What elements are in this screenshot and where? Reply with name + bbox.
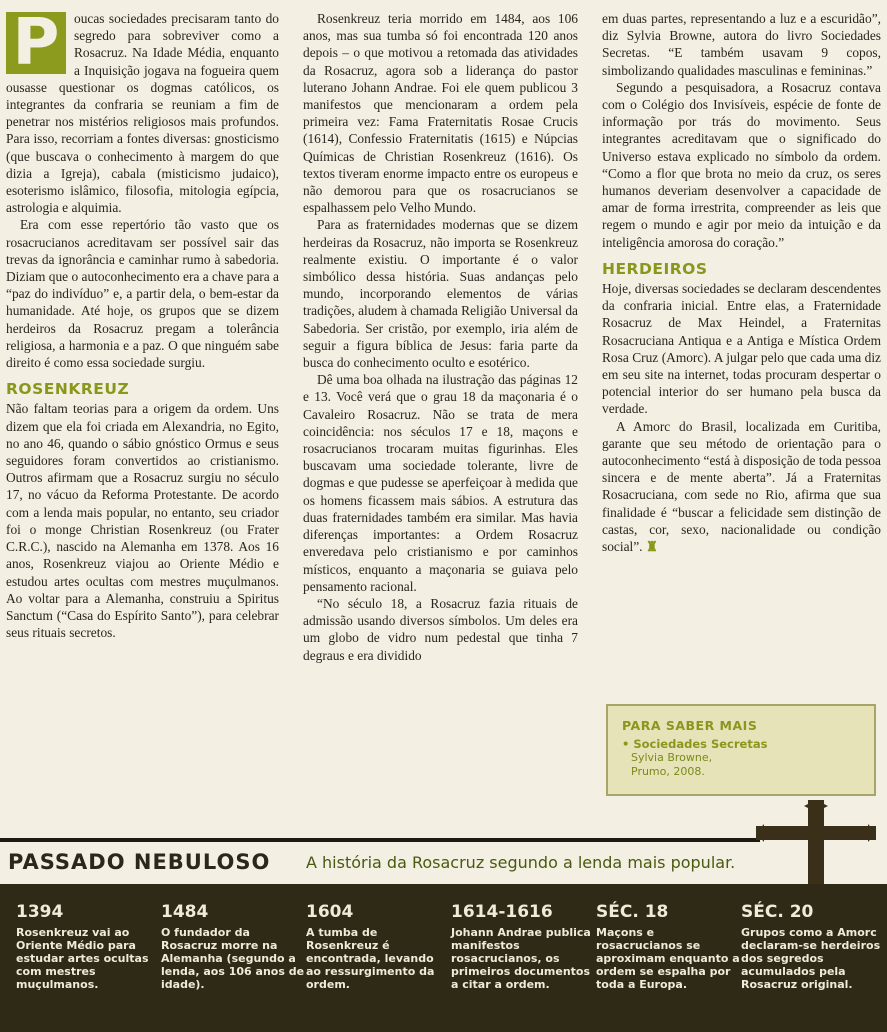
timeline-item: [741, 902, 886, 1032]
timeline-text: Johann Andrae publica manifestos rosacrucianos, os primeiros documentos a citar a ordem.: [451, 926, 591, 991]
timeline-year: 1394: [16, 902, 64, 922]
article-column-2: [303, 10, 578, 664]
timeline-text: O fundador da Rosacruz morre na Alemanha (segundo a lenda, aos 106 anos de idade).: [161, 926, 305, 991]
paragraph: Rosenkreuz teria morrido em 1484, aos 106 anos, mas sua tumba só foi encontrada 120 anos depois – o que motivou a retomada das atividades da Rosacruz, agora sob a liderança do pastor luterano Johann Andrae. Foi ele quem publicou 3 manifestos que mencionaram a ordem pela primeira vez: Fama Fraternitatis Rosae Crucis (1614), Confessio Fraternitatis (1615) e Núpcias Químicas de Christian Rosenkreuz (1616). Os textos tiveram enorme impacto entre os europeus e não demorou para que os rosacrucianos se espalhassem pelo Velho Mundo.: [303, 11, 578, 216]
section-heading-herdeiros: HERDEIROS: [602, 259, 708, 278]
timeline-year: 1604: [306, 902, 354, 922]
wooden-cross-icon: [756, 800, 876, 896]
paragraph: A Amorc do Brasil, localizada em Curitiba, garante que seu método de orientação para o autoconhecimento “está à disposição de toda pessoa sincera e de mente aberta”. Já a Fraternitas Rosacruciana, com sede no Rio, afirma que sua finalidade é “buscar a felicidade sem distinção de castas, cor, sexo, nacionalidade ou condição social”. ♜: [602, 418, 881, 555]
timeline-item: [596, 902, 741, 1032]
paragraph: Para as fraternidades modernas que se dizem herdeiras da Rosacruz, não importa se Rosenkreuz realmente existiu. O importante é o valor simbólico dessa história. Suas andanças pelo mundo, incorporando elementos de várias tradições, aludem à chamada Religião Universal da Sabedoria. Ser cristão, por exemplo, iria além de seguir a figura bíblica de Jesus: faria parte da busca do conhecimento oculto e esotérico.: [303, 217, 578, 371]
article-column-1: [6, 6, 279, 641]
drop-cap: P: [6, 12, 66, 74]
paragraph: em duas partes, representando a luz e a escuridão”, diz Sylvia Browne, autora do livro Sociedades Secretas. “E também usavam 9 copos, simbolizando qualidades masculinas e femininas.”: [602, 11, 881, 78]
paragraph: Hoje, diversas sociedades se declaram descendentes da confraria inicial. Entre elas, a Fraternidade Rosacruz de Max Heindel, a Fraternitas Rosacruciana Antiqua e a Antiga e Mística Ordem Rosa Cruz (Amorc). A julgar pelo que cada uma diz em seu site na internet, todas procuram despertar o potencial interior do ser humano pela busca da verdade.: [602, 281, 881, 417]
end-mark-icon: ♜: [645, 539, 658, 555]
paragraph: Dê uma boa olhada na ilustração das páginas 12 e 13. Você verá que o grau 18 da maçonaria é o Cavaleiro Rosacruz. Não se trata de mera coincidência: nos séculos 17 e 18, maçons e rosacrucianos trocaram muitas figurinhas. Eles buscavam uma sociedade tolerante, livre de dogmas e que pudesse se aperfeiçoar à medida que os homens ficassem mais sábios. A estrutura das duas fraternidades também era similar. Mas havia diferenças importantes: a Ordem Rosacruz enveredava pelo cristianismo e por caminhos místicos, enquanto a maçonaria se guiava pelo pensamento racional.: [303, 372, 578, 594]
intro-paragraph: P oucas sociedades precisaram tanto do segredo para sobreviver como a Rosacruz. Na Idade Média, enquanto a Inquisição jogava na fogueira quem ousasse questionar os dogmas católicos, os integrantes da confraria se reuniam a fim de penetrar nos mistérios religiosos mais profundos. Para isso, recorriam a fontes diversas: gnosticismo (que buscava o conhecimento à margem do que dizia a Igreja), cabala (misticismo judaico), esoterismo islâmico, filosofia, mitologia egípcia, astrologia e alquimia.: [6, 6, 279, 216]
timeline-text: Rosenkreuz vai ao Oriente Médio para estudar artes ocultas com mestres muçulmanos.: [16, 926, 149, 991]
timeline-text: Grupos como a Amorc declaram-se herdeiros dos segredos acumulados pela Rosacruz original.: [741, 926, 881, 991]
timeline-text: Maçons e rosacrucianos se aproximam enquanto a ordem se espalha por toda a Europa.: [596, 926, 740, 991]
paragraph: “No século 18, a Rosacruz fazia rituais de admissão usando diversos símbolos. Um deles era um globo de vidro num pedestal que tinha 7 degraus e era dividido: [303, 595, 578, 663]
timeline-item: [306, 902, 451, 1032]
timeline-item: [16, 902, 161, 1032]
further-reading-box: [606, 704, 876, 796]
paragraph: Era com esse repertório tão vasto que os rosacrucianos acreditavam ser possível sair das trevas da ignorância e caminhar rumo à sabedoria. Diziam que o autoconhecimento era a chave para a “paz do indivíduo” e, a partir dela, o bem-estar da humanidade. Até hoje, os grupos que se dizem herdeiros da Rosacruz pregam a tolerância religiosa, a harmonia e a paz. O que ninguém sabe direito é como essa sociedade surgiu.: [6, 217, 279, 371]
banner-rule: [0, 838, 760, 842]
timeline-year: 1484: [161, 902, 209, 922]
paragraph: Segundo a pesquisadora, a Rosacruz contava com o Colégio dos Invisíveis, espécie de fonte de informação por trás do movimento. Seus integrantes acreditavam que o significado do Universo estava explicado no símbolo da ordem. “Como a flor que brota no meio da cruz, os seres humanos deveriam desenvolver a capacidade de amar de forma irrestrita, compreender as leis que regem o mundo e agir por meio da intuição e da inteligência amorosa do coração.”: [602, 79, 881, 250]
timeline-text: A tumba de Rosenkreuz é encontrada, levando ao ressurgimento da ordem.: [306, 926, 435, 991]
timeline-year: 1614-1616: [451, 902, 553, 922]
book-title: • Sociedades Secretas: [622, 737, 768, 751]
timeline: [0, 884, 887, 1032]
section-heading-rosenkreuz: ROSENKREUZ: [6, 380, 130, 399]
timeline-item: [161, 902, 306, 1032]
timeline-year: SÉC. 18: [596, 902, 669, 922]
book-publisher: Prumo, 2008.: [631, 765, 705, 778]
timeline-year: SÉC. 20: [741, 902, 814, 922]
banner-title: PASSADO NEBULOSO: [8, 850, 271, 874]
timeline-item: [451, 902, 596, 1032]
article-column-3: [602, 10, 881, 555]
banner-subtitle: A história da Rosacruz segundo a lenda mais popular.: [306, 853, 736, 872]
book-author: Sylvia Browne,: [631, 751, 713, 764]
paragraph: Não faltam teorias para a origem da ordem. Uns dizem que ela foi criada em Alexandria, no Egito, no ano 46, quando o sábio gnóstico Ormus e seus seguidores foram convertidos ao cristianismo. Outros afirmam que a Rosacruz surgiu no século 17, no vácuo da Reforma Protestante. De acordo com a lenda mais popular, no entanto, seu criador foi o monge Christian Rosenkreuz (ou Frater C.R.C.), nascido na Alemanha em 1378. Aos 16 anos, Rosenkreuz viajou ao Oriente Médio e estudou artes ocultas com mestres muçulmanos. Ao voltar para a Alemanha, construiu a Spiritus Sanctum (“Casa do Espírito Santo”), para celebrar seus rituais secretos.: [6, 401, 279, 641]
box-title: PARA SABER MAIS: [622, 718, 758, 733]
